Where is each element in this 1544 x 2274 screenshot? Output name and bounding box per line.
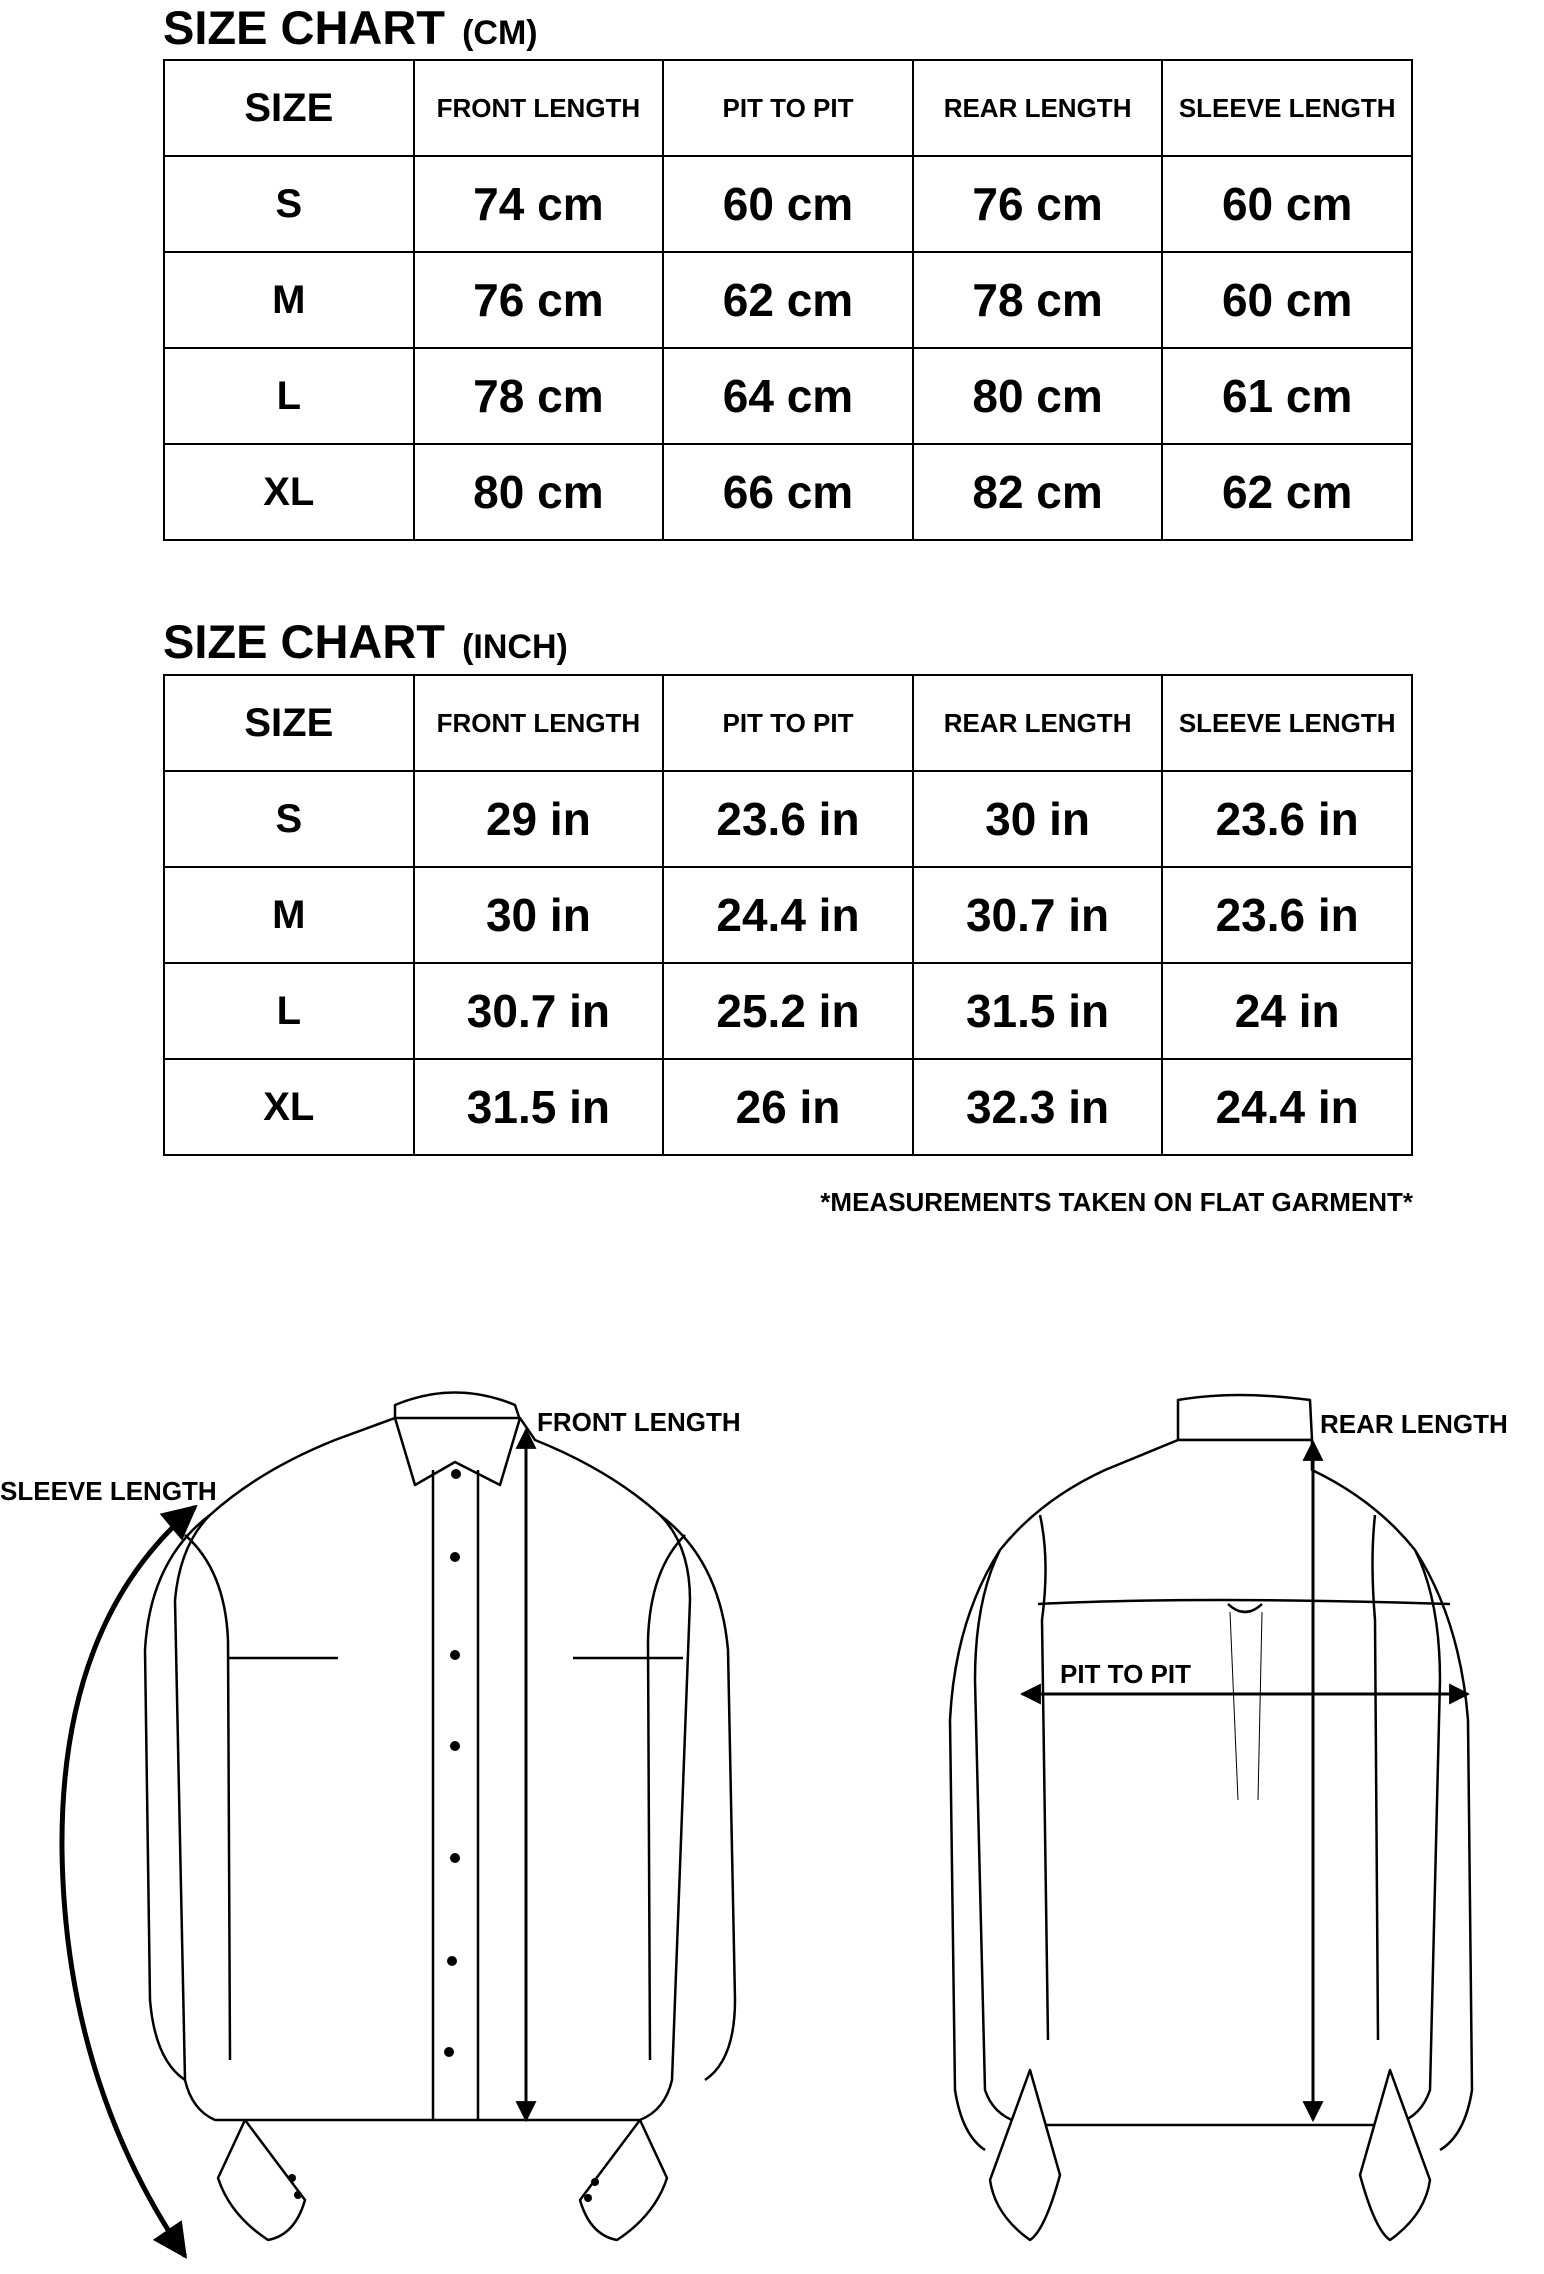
- header-size: SIZE: [164, 675, 414, 771]
- back-shirt-illustration: [950, 1395, 1472, 2240]
- rear-length-cell: 80 cm: [913, 348, 1163, 444]
- pit-to-pit-cell: 66 cm: [663, 444, 913, 540]
- front-length-label: FRONT LENGTH: [537, 1407, 741, 1437]
- front-length-cell: 30.7 in: [414, 963, 664, 1059]
- front-length-cell: 80 cm: [414, 444, 664, 540]
- pit-to-pit-cell: 62 cm: [663, 252, 913, 348]
- cm-chart-title: [163, 1, 538, 54]
- size-cell: M: [164, 867, 414, 963]
- size-cell: S: [164, 156, 414, 252]
- table-row: [164, 867, 1412, 963]
- rear-length-cell: 78 cm: [913, 252, 1163, 348]
- sleeve-length-label: SLEEVE LENGTH: [0, 1476, 217, 1506]
- pit-to-pit-cell: 23.6 in: [663, 771, 913, 867]
- inch-chart-title: [163, 615, 568, 668]
- pit-to-pit-cell: 25.2 in: [663, 963, 913, 1059]
- table-row: [164, 444, 1412, 540]
- header-front-length: FRONT LENGTH: [414, 60, 664, 156]
- size-cell: XL: [164, 1059, 414, 1155]
- measurement-note: *MEASUREMENTS TAKEN ON FLAT GARMENT*: [820, 1187, 1413, 1217]
- header-pit-to-pit: PIT TO PIT: [663, 675, 913, 771]
- rear-length-cell: 31.5 in: [913, 963, 1163, 1059]
- table-row: [164, 771, 1412, 867]
- size-cell: L: [164, 963, 414, 1059]
- cm-chart-unit: (CM): [462, 14, 538, 52]
- table-row: [164, 1059, 1412, 1155]
- header-size: SIZE: [164, 60, 414, 156]
- rear-length-cell: 30 in: [913, 771, 1163, 867]
- header-rear-length: REAR LENGTH: [913, 675, 1163, 771]
- rear-length-label: REAR LENGTH: [1320, 1409, 1508, 1439]
- table-row: [164, 252, 1412, 348]
- sleeve-length-cell: 23.6 in: [1162, 867, 1412, 963]
- sleeve-length-cell: 60 cm: [1162, 252, 1412, 348]
- sleeve-length-cell: 62 cm: [1162, 444, 1412, 540]
- front-length-cell: 29 in: [414, 771, 664, 867]
- rear-length-cell: 76 cm: [913, 156, 1163, 252]
- front-length-cell: 30 in: [414, 867, 664, 963]
- front-length-cell: 31.5 in: [414, 1059, 664, 1155]
- rear-length-cell: 32.3 in: [913, 1059, 1163, 1155]
- inch-chart-unit: (INCH): [462, 628, 568, 666]
- inch-chart-title-text: SIZE CHART: [163, 615, 445, 668]
- garment-diagram: [0, 1380, 1544, 2274]
- pit-to-pit-cell: 24.4 in: [663, 867, 913, 963]
- size-cell: L: [164, 348, 414, 444]
- table-row: [164, 963, 1412, 1059]
- pit-to-pit-cell: 26 in: [663, 1059, 913, 1155]
- pit-to-pit-label: PIT TO PIT: [1060, 1659, 1191, 1689]
- inch-size-table: [163, 674, 1413, 1156]
- rear-length-cell: 30.7 in: [913, 867, 1163, 963]
- sleeve-length-cell: 60 cm: [1162, 156, 1412, 252]
- front-length-cell: 78 cm: [414, 348, 664, 444]
- sleeve-length-cell: 61 cm: [1162, 348, 1412, 444]
- header-rear-length: REAR LENGTH: [913, 60, 1163, 156]
- size-cell: M: [164, 252, 414, 348]
- cm-size-table: [163, 59, 1413, 541]
- table-row: [164, 156, 1412, 252]
- header-sleeve-length: SLEEVE LENGTH: [1162, 675, 1412, 771]
- header-sleeve-length: SLEEVE LENGTH: [1162, 60, 1412, 156]
- pit-to-pit-cell: 60 cm: [663, 156, 913, 252]
- sleeve-length-cell: 24 in: [1162, 963, 1412, 1059]
- cm-chart-title-text: SIZE CHART: [163, 1, 445, 54]
- sleeve-length-cell: 24.4 in: [1162, 1059, 1412, 1155]
- table-header-row: [164, 60, 1412, 156]
- front-length-cell: 76 cm: [414, 252, 664, 348]
- header-pit-to-pit: PIT TO PIT: [663, 60, 913, 156]
- sleeve-length-cell: 23.6 in: [1162, 771, 1412, 867]
- front-shirt-illustration: [145, 1393, 735, 2241]
- rear-length-cell: 82 cm: [913, 444, 1163, 540]
- size-cell: XL: [164, 444, 414, 540]
- header-front-length: FRONT LENGTH: [414, 675, 664, 771]
- size-cell: S: [164, 771, 414, 867]
- table-row: [164, 348, 1412, 444]
- table-header-row: [164, 675, 1412, 771]
- front-length-cell: 74 cm: [414, 156, 664, 252]
- pit-to-pit-cell: 64 cm: [663, 348, 913, 444]
